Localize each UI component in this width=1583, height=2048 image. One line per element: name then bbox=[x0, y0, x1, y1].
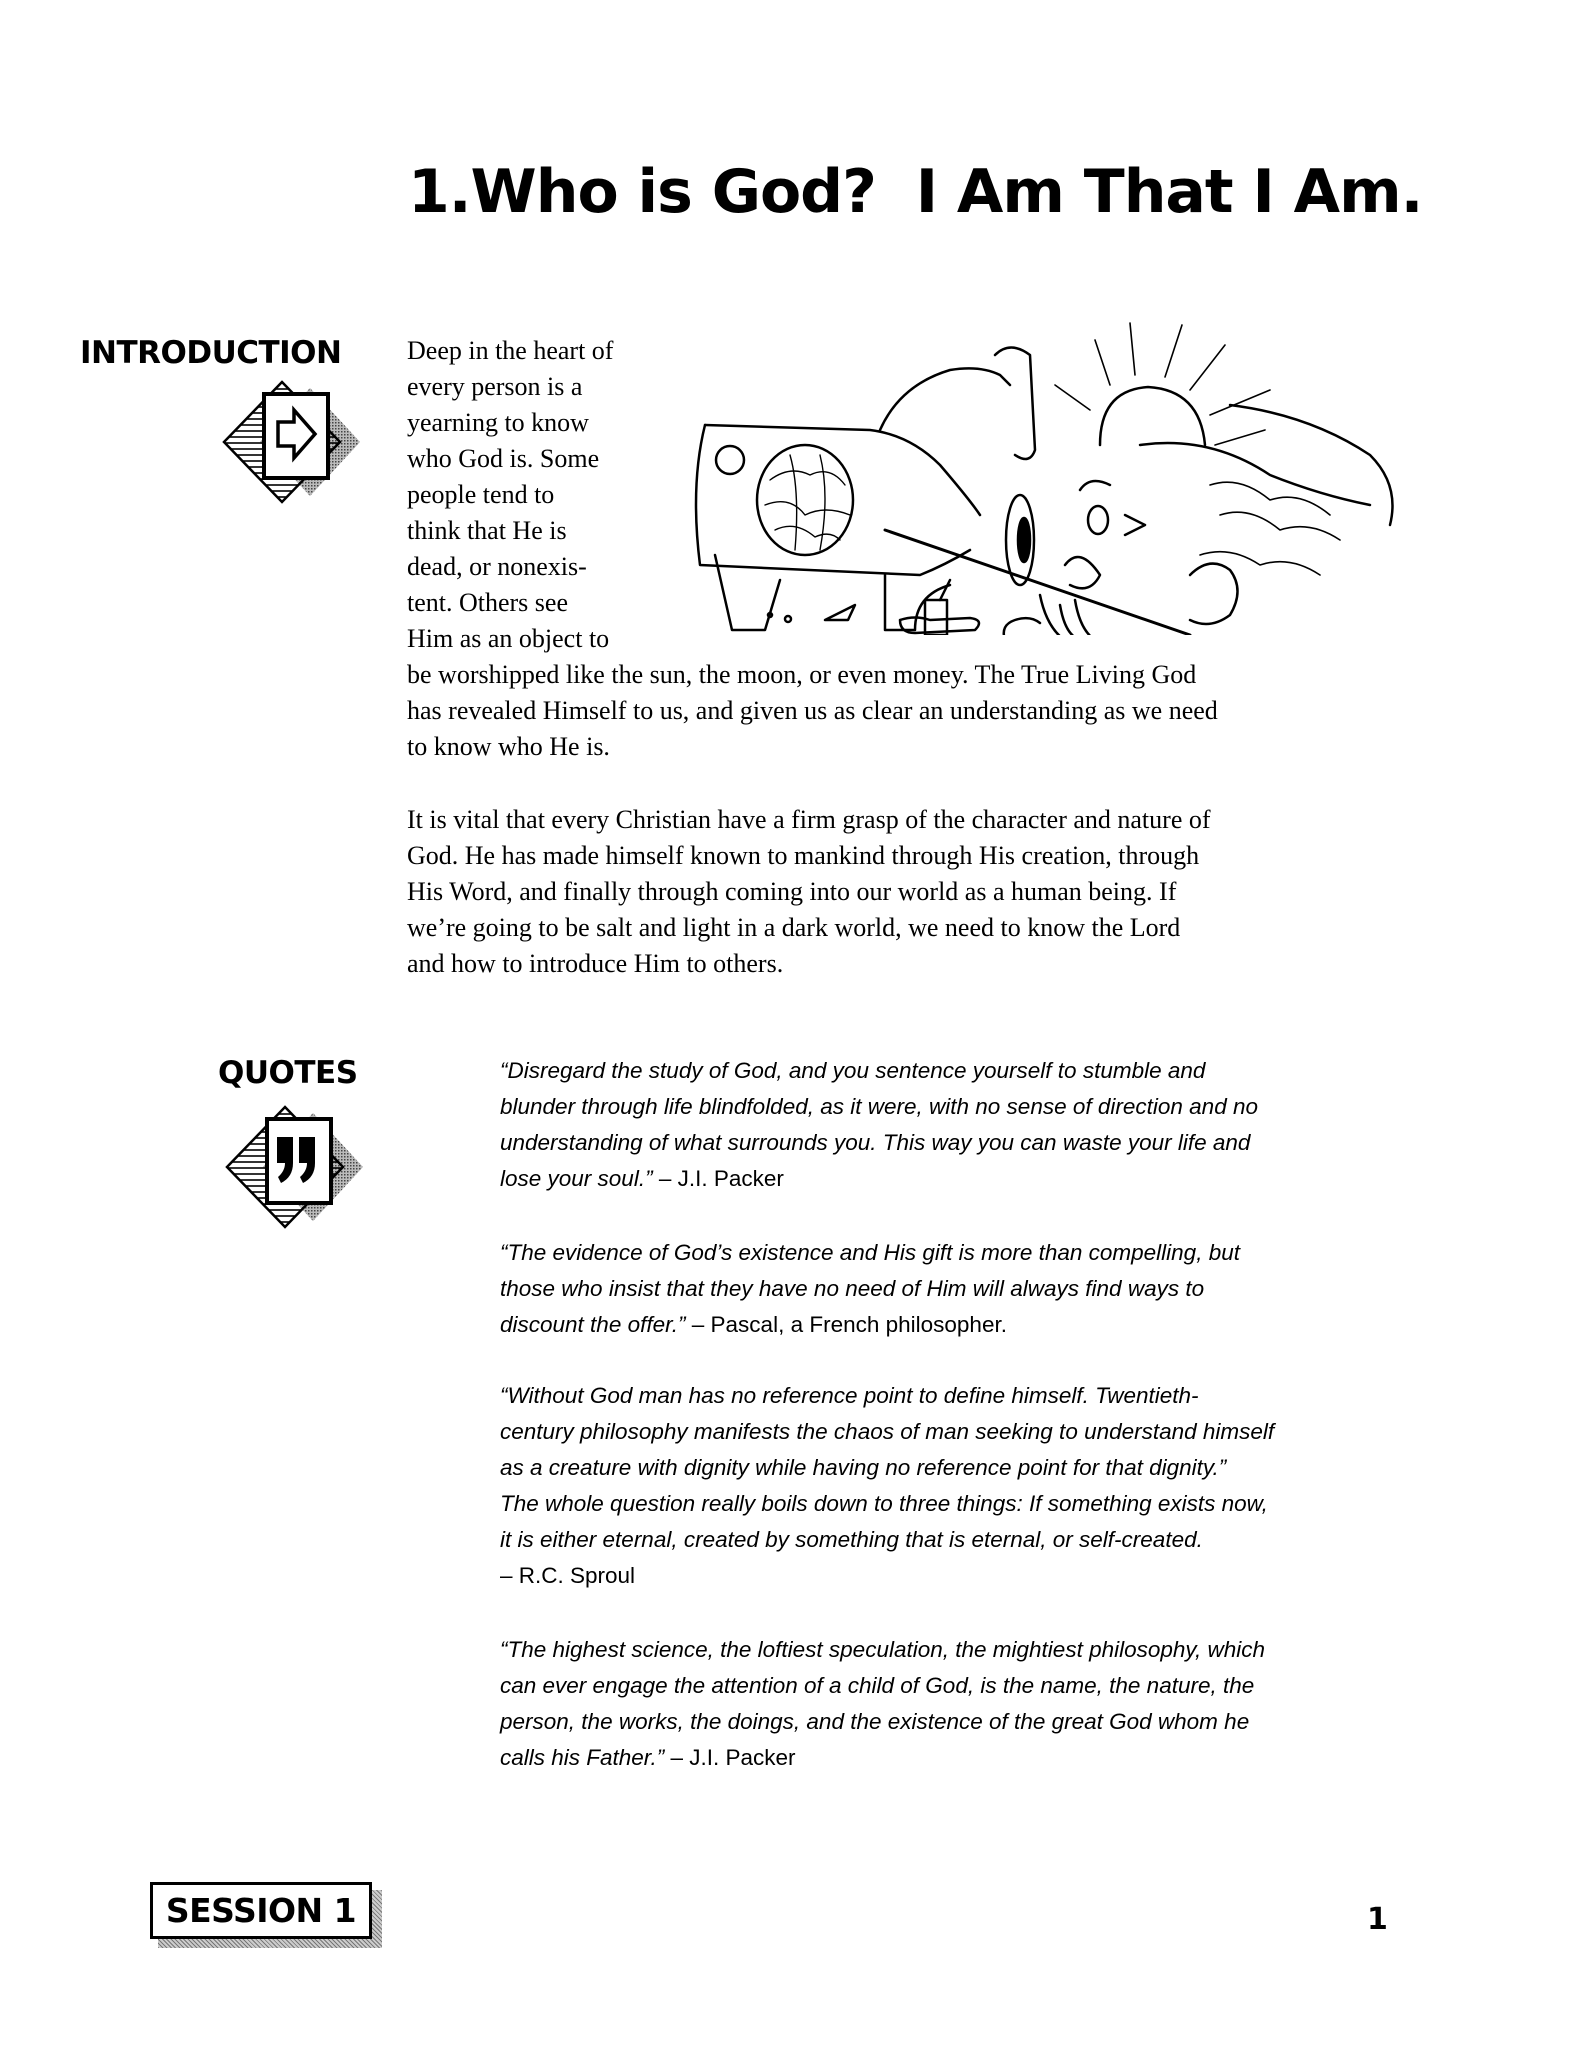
intro-line: It is vital that every Christian have a firm grasp of the character and nature of bbox=[407, 805, 1211, 834]
quote-line: it is either eternal, created by something that is eternal, or self-created. bbox=[500, 1527, 1203, 1552]
intro-line: and how to introduce Him to others. bbox=[407, 949, 784, 978]
quote-text: discount the offer.” bbox=[500, 1312, 686, 1337]
quote-attribution: – J.I. Packer bbox=[664, 1745, 796, 1770]
intro-line: tent. Others see bbox=[407, 588, 569, 617]
intro-line: to know who He is. bbox=[407, 732, 610, 761]
intro-line: Him as an object to bbox=[407, 624, 610, 653]
quote-line: can ever engage the attention of a child of God, is the name, the nature, the bbox=[500, 1673, 1255, 1698]
introduction-paragraph-2 bbox=[407, 802, 1427, 982]
intro-line: we’re going to be salt and light in a dark world, we need to know the Lord bbox=[407, 913, 1181, 942]
quotes-heading: QUOTES bbox=[218, 1055, 358, 1091]
quote-line: “The highest science, the loftiest speculation, the mightiest philosophy, which bbox=[500, 1637, 1265, 1662]
intro-line: yearning to know bbox=[407, 408, 589, 437]
intro-line: Deep in the heart of bbox=[407, 336, 614, 365]
introduction-paragraph-1-wrapped bbox=[407, 333, 677, 657]
quote-attribution: – J.I. Packer bbox=[652, 1166, 784, 1191]
introduction-paragraph-1-continued bbox=[407, 657, 1427, 765]
quote-text: lose your soul.” bbox=[500, 1166, 653, 1191]
intro-line: who God is. Some bbox=[407, 444, 600, 473]
quote-line: as a creature with dignity while having no reference point for that dignity.” bbox=[500, 1455, 1227, 1480]
page-number: 1 bbox=[1367, 1902, 1388, 1937]
quote-line: The whole question really boils down to three things: If something exists now, bbox=[500, 1491, 1268, 1516]
quote-line: those who insist that they have no need of Him will always find ways to bbox=[500, 1276, 1205, 1301]
quote-packer-1 bbox=[500, 1053, 1400, 1197]
quote-text: calls his Father.” bbox=[500, 1745, 665, 1770]
quote-last-line bbox=[500, 1740, 1400, 1776]
quote-attribution: – R.C. Sproul bbox=[500, 1563, 636, 1588]
intro-line: God. He has made himself known to mankind through His creation, through bbox=[407, 841, 1200, 870]
quote-line: blunder through life blindfolded, as it were, with no sense of direction and no bbox=[500, 1094, 1258, 1119]
intro-line: think that He is bbox=[407, 516, 567, 545]
intro-line: His Word, and finally through coming into our world as a human being. If bbox=[407, 877, 1177, 906]
quote-sproul bbox=[500, 1378, 1400, 1594]
quote-line: understanding of what surrounds you. This way you can waste your life and bbox=[500, 1130, 1251, 1155]
arrow-right-page-icon bbox=[212, 380, 372, 520]
intro-line: people tend to bbox=[407, 480, 555, 509]
quote-line: century philosophy manifests the chaos of man seeking to understand himself bbox=[500, 1419, 1275, 1444]
intro-line: every person is a bbox=[407, 372, 583, 401]
intro-line: dead, or nonexis- bbox=[407, 552, 587, 581]
quote-line: “The evidence of God’s existence and His gift is more than compelling, but bbox=[500, 1240, 1240, 1265]
quote-last-line bbox=[500, 1307, 1400, 1343]
introduction-heading: INTRODUCTION bbox=[80, 335, 342, 371]
intro-line: be worshipped like the sun, the moon, or even money. The True Living God bbox=[407, 660, 1197, 689]
quote-line: person, the works, the doings, and the existence of the great God whom he bbox=[500, 1709, 1250, 1734]
quote-packer-2 bbox=[500, 1632, 1400, 1776]
quote-attribution: – Pascal, a French philosopher. bbox=[685, 1312, 1007, 1337]
quote-line: “Disregard the study of God, and you sentence yourself to stumble and bbox=[500, 1058, 1206, 1083]
quote-line: “Without God man has no reference point to define himself. Twentieth- bbox=[500, 1383, 1199, 1408]
page-title: 1.Who is God? I Am That I Am. bbox=[408, 157, 1423, 227]
god-telescope-illustration bbox=[670, 315, 1400, 635]
intro-line: has revealed Himself to us, and given us as clear an understanding as we need bbox=[407, 696, 1218, 725]
quote-pascal bbox=[500, 1235, 1400, 1343]
quotation-mark-page-icon bbox=[215, 1105, 375, 1245]
quote-last-line bbox=[500, 1161, 1400, 1197]
session-badge: SESSION 1 bbox=[150, 1882, 372, 1939]
